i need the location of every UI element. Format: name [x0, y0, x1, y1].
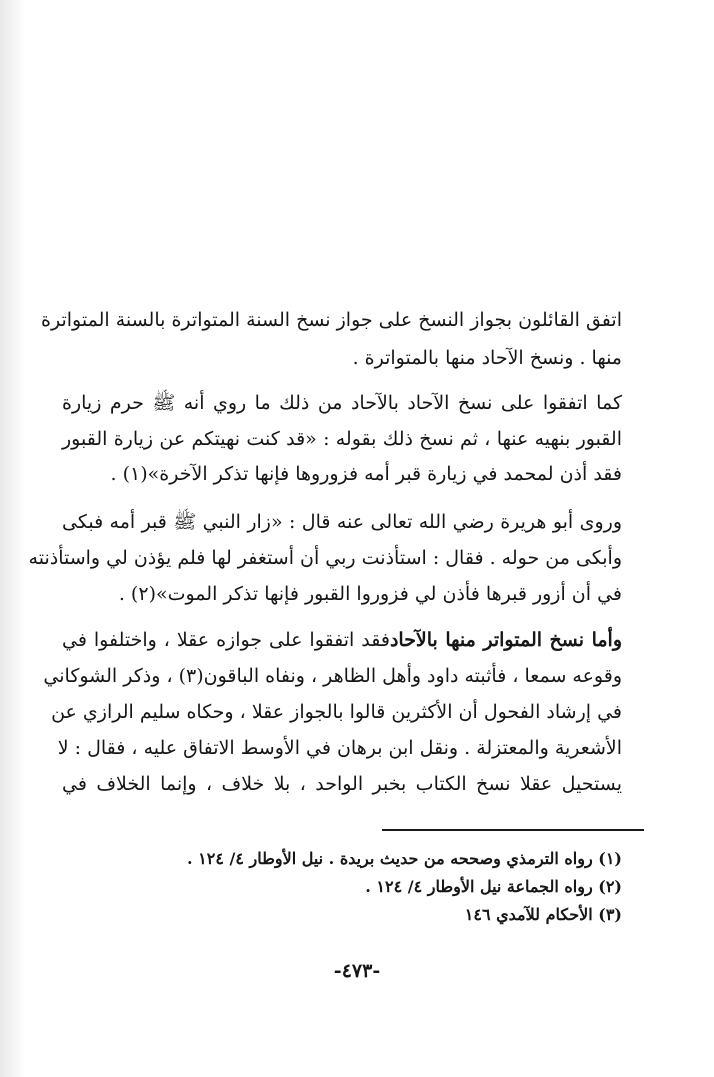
body-line: في أن أزور قبرها فأذن لي فزوروا القبور فإنها تذكر الموت»(٢) .	[118, 583, 622, 605]
body-line-with-bold-lead	[62, 622, 622, 658]
body-line: وأبكى من حوله . فقال : استأذنت ربي أن أستغفر لها فلم يؤذن لي واستأذنته	[28, 547, 622, 569]
body-line: فقد أذن لمحمد في زيارة قبر أمه فزوروها فإنها تذكر الآخرة»(١) .	[110, 463, 622, 485]
footnote: (٣) الأحكام للآمدي ١٤٦	[464, 905, 622, 924]
body-line: وقوعه سمعا ، فأثبته داود وأهل الظاهر ، ونفاه الباقون(٣) ، وذكر الشوكاني	[43, 665, 622, 687]
page-number: -٤٧٣-	[333, 960, 381, 982]
body-line: وروى أبو هريرة رضي الله تعالى عنه قال : «زار النبي ﷺ قبر أمه فبكى	[62, 511, 622, 533]
body-line-rest: فقد اتفقوا على جوازه عقلا ، واختلفوا في	[62, 629, 390, 651]
footnote: (١) رواه الترمذي وصححه من حديث بريدة . نيل الأوطار ٤/ ١٢٤ .	[187, 849, 622, 868]
bold-lead-phrase: وأما نسخ المتواتر منها بالآحاد	[389, 629, 622, 651]
body-line: الأشعرية والمعتزلة . ونقل ابن برهان في الأوسط الاتفاق عليه ، فقال : لا	[57, 737, 622, 759]
body-line: اتفق القائلون بجواز النسخ على جواز نسخ السنة المتواترة بالسنة المتواترة	[41, 309, 622, 331]
footnote: (٢) رواه الجماعة نيل الأوطار ٤/ ١٢٤ .	[365, 877, 622, 896]
body-line: كما اتفقوا على نسخ الآحاد بالآحاد من ذلك ما روي أنه ﷺ حرم زيارة	[62, 392, 622, 414]
body-line: القبور بنهيه عنها ، ثم نسخ ذلك بقوله : «قد كنت نهيتكم عن زيارة القبور	[62, 428, 622, 450]
body-line: يستحيل عقلا نسخ الكتاب بخبر الواحد ، بلا خلاف ، وإنما الخلاف في	[62, 773, 622, 795]
footnote-separator-rule	[382, 829, 644, 831]
body-line: في إرشاد الفحول أن الأكثرين قالوا بالجواز عقلا ، وحكاه سليم الرازي عن	[51, 701, 622, 723]
scan-edge-shadow	[0, 0, 26, 1077]
body-line: منها . ونسخ الآحاد منها بالمتواترة .	[352, 347, 622, 369]
